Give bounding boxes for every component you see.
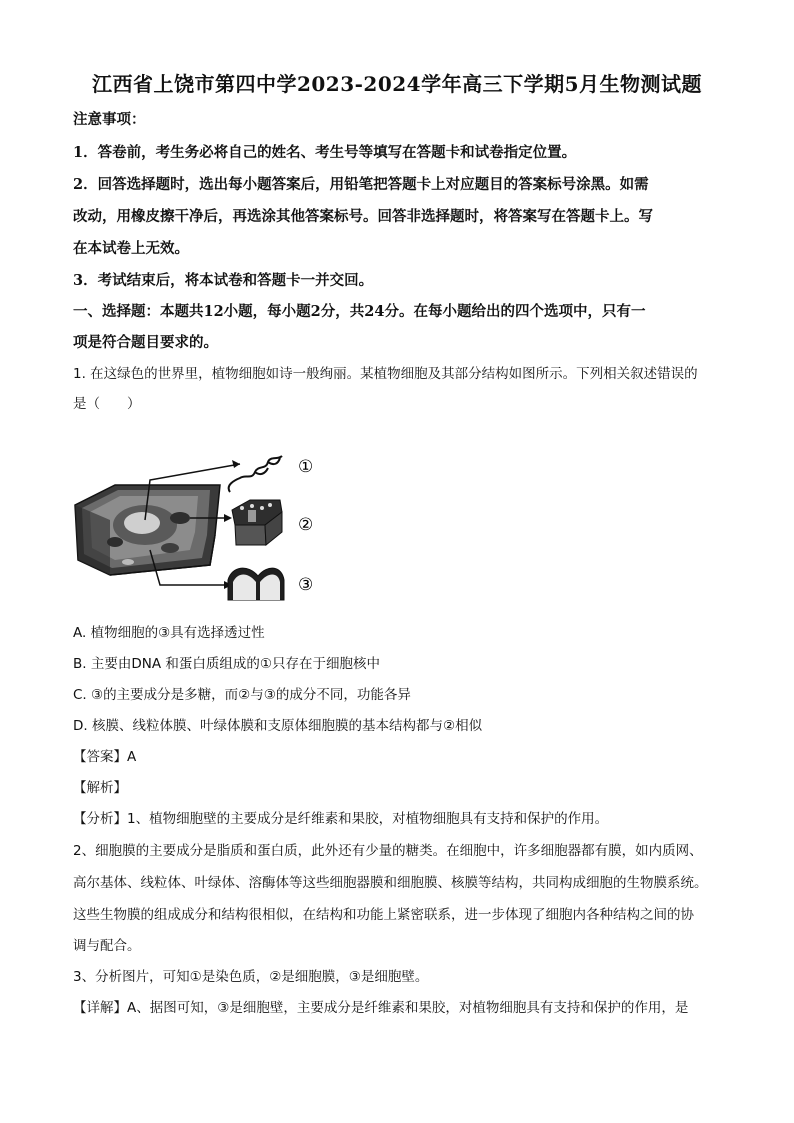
notes-item-2-end: 在本试卷上无效。	[73, 240, 189, 257]
figure-label-3: ③	[298, 575, 314, 595]
analysis-line-5: 调与配合。	[73, 938, 141, 954]
analysis-line-1: 【分析】1、植物细胞壁的主要成分是纤维素和果胶，对植物细胞具有支持和保护的作用。	[73, 811, 609, 827]
analysis-line-6: 3、分析图片，可知①是染色质，②是细胞膜，③是细胞壁。	[73, 969, 429, 985]
figure-label-2: ②	[298, 515, 314, 535]
detail-line-1: 【详解】A、据图可知，③是细胞壁，主要成分是纤维素和果胶，对植物细胞具有支持和保护的作用，是	[73, 1000, 689, 1016]
option-d: D. 核膜、线粒体膜、叶绿体膜和支原体细胞膜的基本结构都与②相似	[73, 718, 483, 734]
cell-wall-illustration	[228, 568, 284, 600]
notes-item-1: 1．答卷前，考生务必将自己的姓名、考生号等填写在答题卡和试卷指定位置。	[73, 144, 577, 161]
membrane-illustration	[232, 500, 282, 545]
analysis-line-3: 高尔基体、线粒体、叶绿体、溶酶体等这些细胞器膜和细胞膜、核膜等结构，共同构成细胞的生物膜系统。	[73, 875, 708, 891]
option-c: C. ③的主要成分是多糖，而②与③的成分不同，功能各异	[73, 687, 411, 703]
answer-line: 【答案】A	[73, 749, 137, 765]
chromatin-illustration	[229, 456, 282, 492]
analysis-line-2: 2、细胞膜的主要成分是脂质和蛋白质，此外还有少量的糖类。在细胞中，许多细胞器都有膜，如内质网、	[73, 843, 703, 859]
analysis-heading: 【解析】	[73, 780, 127, 796]
figure-label-1: ①	[298, 457, 314, 477]
section-heading: 一、选择题：本题共12小题，每小题2分，共24分。在每小题给出的四个选项中，只有一	[73, 303, 646, 320]
analysis-line-4: 这些生物膜的组成成分和结构很相似，在结构和功能上紧密联系，进一步体现了细胞内各种结构之间的协	[73, 907, 694, 923]
notes-item-2-cont: 改动，用橡皮擦干净后，再选涂其他答案标号。回答非选择题时，将答案写在答题卡上。写	[73, 208, 653, 225]
section-heading-cont: 项是符合题目要求的。	[73, 334, 218, 351]
question-stem: 1. 在这绿色的世界里，植物细胞如诗一般绚丽。某植物细胞及其部分结构如图所示。下列相关叙述错误的	[73, 366, 698, 382]
notes-heading: 注意事项：	[73, 111, 146, 128]
option-a: A. 植物细胞的③具有选择透过性	[73, 625, 265, 641]
page-title: 江西省上饶市第四中学2023-2024学年高三下学期5月生物测试题	[91, 72, 703, 96]
question-stem-cont: 是（ ）	[73, 396, 141, 412]
plant-cell-figure	[70, 450, 330, 610]
notes-item-3: 3．考试结束后，将本试卷和答题卡一并交回。	[73, 272, 374, 289]
option-b: B. 主要由DNA 和蛋白质组成的①只存在于细胞核中	[73, 656, 380, 672]
notes-item-2: 2．回答选择题时，选出每小题答案后，用铅笔把答题卡上对应题目的答案标号涂黑。如需	[73, 176, 649, 193]
